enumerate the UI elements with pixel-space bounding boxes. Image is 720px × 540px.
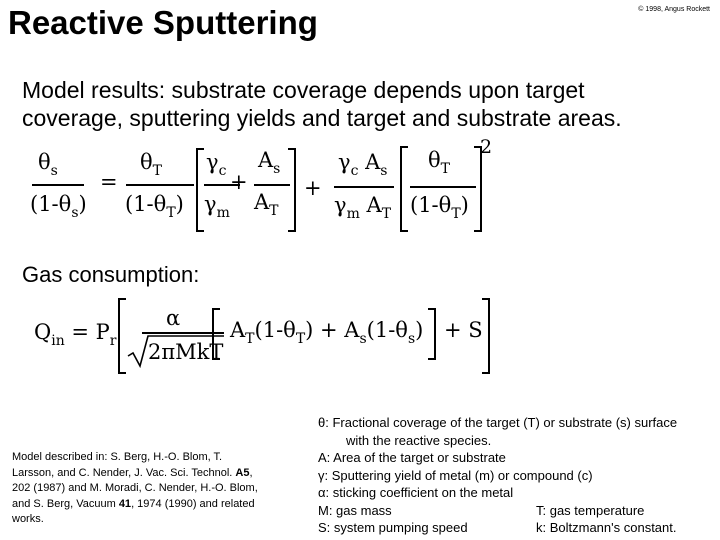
q-in-label: $Q_{in} = P_r$ <box>34 320 117 349</box>
fraction-bar-4 <box>334 186 394 188</box>
legend-theta-cont: with the reactive species. <box>346 432 492 448</box>
area-terms: $A_T(1-\theta_T) + A_s(1-\theta_s)$ <box>230 318 424 347</box>
intro-text <box>22 76 702 132</box>
legend-temperature: T: gas temperature <box>536 502 645 518</box>
theta-t-numerator-2: $\theta_T$ <box>428 148 450 177</box>
theta-t-denominator-2: $(1-\theta_T)$ <box>410 193 469 222</box>
sqrt-denominator: 2πMkT <box>148 340 224 364</box>
equals-sign: = <box>100 170 118 194</box>
fraction-bar-5 <box>410 186 476 188</box>
gamma-m-denominator: $\gamma_m$ <box>204 192 230 221</box>
copyright-notice: © 1998, Angus Rockett <box>638 6 710 13</box>
left-bracket-2 <box>400 146 408 232</box>
outer-right-bracket <box>482 298 490 374</box>
inner-right-bracket <box>428 308 436 360</box>
a-s-numerator: $A_s$ <box>258 148 281 177</box>
fraction-bar-1 <box>126 184 194 186</box>
left-bracket-1 <box>196 148 204 232</box>
lhs-fraction-bar <box>32 184 84 186</box>
legend-row-m-t <box>318 502 677 520</box>
gas-consumption-heading: Gas consumption: <box>22 262 200 287</box>
theta-t-numerator: $\theta_T$ <box>140 150 162 179</box>
legend-gamma: γ: Sputtering yield of metal (m) or compound (c) <box>318 467 593 483</box>
intro-line-2: coverage, sputtering yields and target and substrate areas. <box>22 105 622 131</box>
page-title: Reactive Sputtering <box>8 4 318 41</box>
legend-mass: M: gas mass <box>318 502 392 518</box>
alpha-numerator: α <box>166 306 181 330</box>
a-t-denominator: $A_T$ <box>254 190 279 219</box>
plus-s-term: + S <box>444 318 483 342</box>
legend-pumping-speed: S: system pumping speed <box>318 520 468 535</box>
legend-boltzmann: k: Boltzmann's constant. <box>536 520 677 535</box>
intro-line-1: Model results: substrate coverage depends upon target <box>22 77 585 103</box>
plus-sign-1: + <box>230 170 248 194</box>
legend-row-s-k <box>318 519 677 537</box>
theta-t-denominator: $(1-\theta_T)$ <box>125 192 184 221</box>
legend-theta: θ: Fractional coverage of the target (T) or substrate (s) surface <box>318 415 678 430</box>
right-bracket-1 <box>288 148 296 232</box>
legend-alpha: α: sticking coefficient on the metal <box>318 485 514 500</box>
gamma-c-numerator: $\gamma_c$ <box>206 150 227 179</box>
gamma-c-a-s-numerator: $\gamma_c$ $A_s$ <box>338 150 388 179</box>
legend-area: A: Area of the target or substrate <box>318 450 506 465</box>
exponent-two: 2 <box>480 136 493 158</box>
right-bracket-2 <box>474 146 482 232</box>
gamma-m-a-t-denominator: $\gamma_m$ $A_T$ <box>334 193 392 222</box>
symbol-legend <box>318 414 677 537</box>
outer-left-bracket <box>118 298 126 374</box>
reference-citation: Model described in: S. Berg, H.-O. Blom, T. Larsson, and C. Nender, J. Vac. Sci. Technol. A5, 202 (1987) and M. Moradi, C. Nender, H.-O. Blom, and S. Berg, Vacuum 41, 1974 (1990) and related works. <box>12 451 258 525</box>
lhs-numerator: $\theta_s$ <box>38 150 58 179</box>
lhs-denominator: $(1-\theta_s)$ <box>30 192 87 221</box>
fraction-bar-3 <box>254 184 290 186</box>
inner-left-bracket <box>212 308 220 360</box>
plus-sign-2: + <box>304 176 322 200</box>
